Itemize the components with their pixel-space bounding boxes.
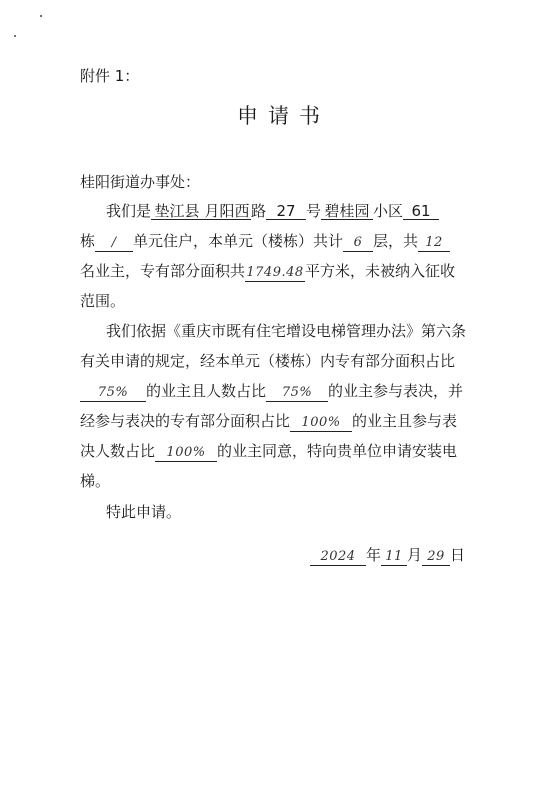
vote-people-ratio-field: 100%	[155, 443, 217, 462]
owners-field: 12	[418, 233, 450, 252]
document-title: 申请书	[237, 104, 330, 128]
floors-field: 6	[343, 233, 373, 252]
month-field: 11	[381, 547, 407, 566]
para2-line3: 75% 的业主且人数占比 75% 的业主参与表决，并	[80, 381, 463, 402]
people-ratio-field: 75%	[266, 383, 328, 402]
day-field: 29	[422, 547, 450, 566]
closing-text: 特此申请。	[106, 503, 182, 521]
scan-speck	[40, 15, 42, 17]
area-ratio-field: 75%	[80, 383, 146, 402]
year-field: 2024	[310, 547, 366, 566]
date-line: 2024 年 11 月 29 日	[310, 545, 465, 566]
para1-line1: 我们是 垫江县 月阳西 路 27 号 碧桂园 小区 61	[106, 201, 439, 221]
community-field: 碧桂园	[321, 201, 373, 220]
road-field: 月阳西	[204, 202, 250, 220]
para2-line4: 经参与表决的专有部分面积占比 100% 的业主且参与表	[80, 412, 458, 430]
building-field: 61	[403, 201, 439, 220]
para1-line2: 栋 / 单元住户，本单元（楼栋）共计 6 层，共 12	[80, 231, 450, 252]
para2-line2: 有关申请的规定，经本单元（楼栋）内专有部分面积占比	[80, 352, 456, 370]
attachment-label: 附件 1：	[80, 67, 140, 85]
para1-line3: 名业主，专有部分面积共1749.48平方米，未被纳入征收	[80, 262, 456, 280]
para2-line5: 决人数占比 100% 的业主同意，特向贵单位申请安装电	[80, 442, 458, 460]
scan-speck	[14, 35, 16, 37]
para2-line6: 梯。	[80, 472, 111, 490]
para2-line1: 我们依据《重庆市既有住宅增设电梯管理办法》第六条	[106, 322, 467, 340]
addressee: 桂阳街道办事处：	[80, 173, 201, 191]
vote-area-ratio-field: 100%	[290, 413, 352, 432]
para1-line4: 范围。	[80, 292, 126, 310]
house-number-field: 27	[266, 201, 306, 220]
unit-field: /	[95, 233, 133, 252]
county-field: 垫江县	[151, 201, 203, 220]
area-field: 1749.48	[246, 265, 304, 280]
